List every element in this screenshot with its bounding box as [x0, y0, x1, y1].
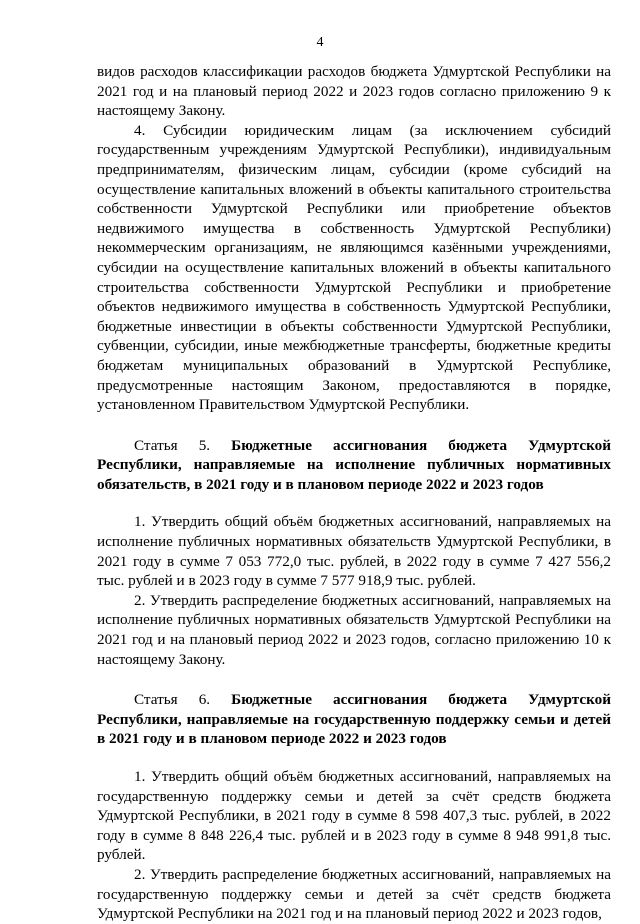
article-title: Бюджетные ассигнования бюджета Удмуртской Республики, направляемые на исполнение публичных нормативных обязательств, в 2021 году и в плановом периоде 2022 и 2023 годов [97, 436, 612, 493]
article-6-paragraph-1: 1. Утвердить общий объём бюджетных ассигнований, направляемых на государственную поддержку семьи и детей за счёт средств бюджета Удмуртской Республики, в 2021 году в сумме 8 598 407,3 тыс. рублей, в 2022 году в сумме 8 848 226,4 тыс. рублей и в 2023 году в сумме 8 948 991,8 тыс. рублей. [97, 768, 611, 864]
page-number: 4 [316, 35, 324, 50]
paragraph-continuation: видов расходов классификации расходов бюджета Удмуртской Республики на 2021 год и на плановый период 2022 и 2023 годов согласно приложению 9 к настоящему Закону. [97, 63, 611, 120]
article-5-heading [97, 436, 611, 495]
article-label: Статья 5. [134, 436, 211, 454]
article-6-heading [97, 690, 611, 749]
article-label: Статья 6. [134, 691, 211, 709]
article-5-paragraph-1: 1. Утвердить общий объём бюджетных ассигнований, направляемых на исполнение публичных нормативных обязательств Удмуртской Республики, в 2021 году в сумме 7 053 772,0 тыс. рублей, в 2022 году в сумме 7 427 556,2 тыс. рублей и в 2023 году в сумме 7 577 918,9 тыс. рублей. [97, 513, 611, 590]
article-5-paragraph-2: 2. Утвердить распределение бюджетных ассигнований, направляемых на исполнение публичных нормативных обязательств Удмуртской Республики на 2021 год и на плановый период 2022 и 2023 годов, согласно приложению 10 к настоящему Закону. [97, 591, 611, 668]
document-body [97, 62, 611, 924]
spacer [97, 749, 611, 767]
article-6-paragraph-2: 2. Утвердить распределение бюджетных ассигнований, направляемых на государственную поддержку семьи и детей за счёт средств бюджета Удмуртской Республики на 2021 год и на плановый период 2022 и 2023 годов, [97, 865, 611, 923]
article-title: Бюджетные ассигнования бюджета Удмуртской Республики, направляемые на государственную поддержку семьи и детей в 2021 году и в плановом периоде 2022 и 2023 годов [97, 691, 612, 748]
spacer [97, 494, 611, 512]
spacer [97, 415, 611, 436]
paragraph-item-4: 4. Субсидии юридическим лицам (за исключением субсидий государственным учреждениям Удмуртской Республики), индивидуальным предпринимателям, физическим лицам, субсидии (кроме субсидий на осуществление капитальных вложений в объекты капитального строительства собственности Удмуртской Республики или приобретение объектов недвижимого имущества в собственность Удмуртской Республики) некоммерческим организациям, не являющимся казёнными учреждениями, субсидии на осуществление капитальных вложений в объекты капитального строительства собственности Удмуртской Республики и приобретение объектов недвижимого имущества в собственность Удмуртской Республики, бюджетные инвестиции в объекты собственности Удмуртской Республики, субвенции, субсидии, иные межбюджетные трансферты, бюджетные кредиты бюджетам муниципальных образований в Удмуртской Республике, предусмотренные настоящим Законом, предоставляются в порядке, установленном Правительством Удмуртской Республики. [97, 121, 611, 414]
spacer [97, 669, 611, 690]
